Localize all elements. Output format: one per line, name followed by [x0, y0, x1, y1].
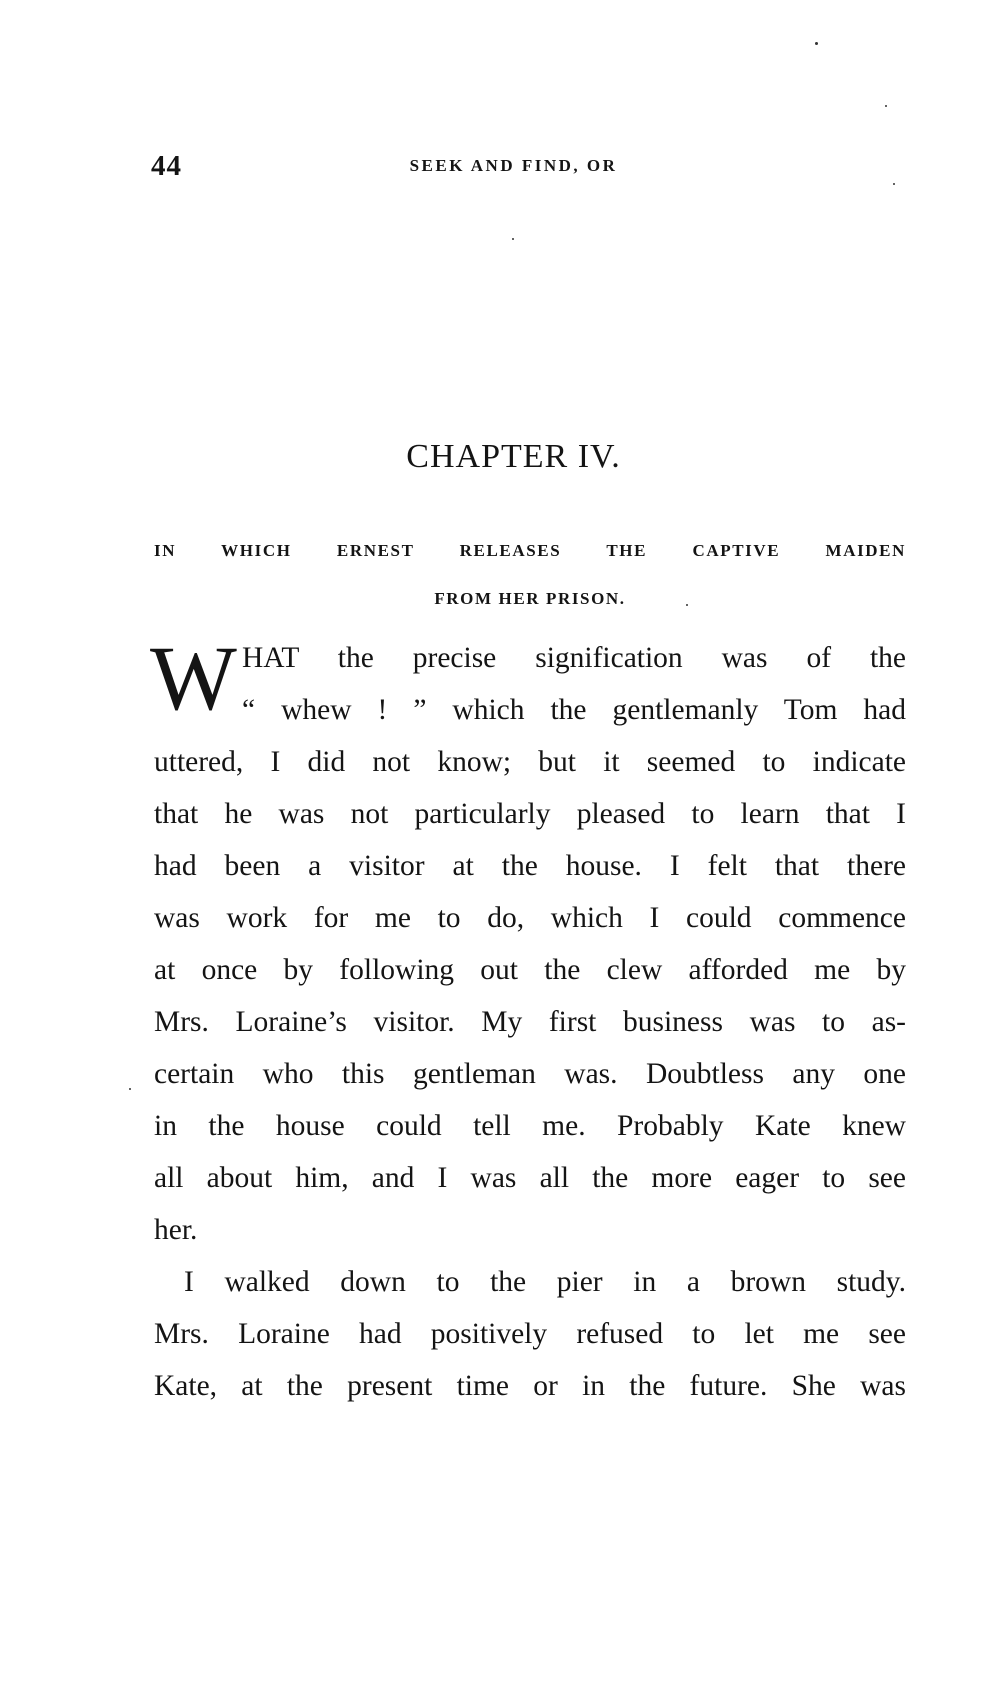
chapter-title: CHAPTER IV. [406, 438, 621, 475]
text-line: certain who this gentleman was. Doubtless any one [154, 1058, 906, 1090]
paragraph-2 [154, 1256, 906, 1412]
text-line: Kate, at the present time or in the future. She was [154, 1370, 906, 1402]
scan-speck [512, 238, 514, 240]
scan-speck [686, 604, 688, 606]
page-number: 44 [151, 150, 182, 182]
chapter-subtitle-line: FROM HER PRISON. [434, 589, 626, 608]
text-line: HAT the precise signification was of the [242, 642, 906, 674]
text-line: Mrs. Loraine’s visitor. My first business was to as- [154, 1006, 906, 1038]
running-title: SEEK AND FIND, OR [409, 156, 618, 175]
scan-speck [885, 105, 887, 107]
drop-cap: W [150, 627, 237, 729]
text-line: “ whew ! ” which the gentlemanly Tom had [242, 694, 906, 726]
text-line: uttered, I did not know; but it seemed to indicate [154, 746, 906, 778]
text-line: I walked down to the pier in a brown study. [184, 1266, 906, 1298]
text-line: her. [154, 1214, 198, 1246]
text-line: at once by following out the clew afforded me by [154, 954, 906, 986]
opening-paragraph-start [150, 627, 906, 736]
text-line: in the house could tell me. Probably Kate knew [154, 1110, 906, 1142]
text-line: was work for me to do, which I could commence [154, 902, 906, 934]
text-line: all about him, and I was all the more eager to see [154, 1162, 906, 1194]
paragraph-1 [154, 736, 906, 1256]
scan-speck [129, 1088, 131, 1090]
text-line: had been a visitor at the house. I felt that there [154, 850, 906, 882]
body-text [150, 627, 906, 1412]
scan-speck [815, 42, 818, 45]
text-line: Mrs. Loraine had positively refused to let me see [154, 1318, 906, 1350]
text-line: that he was not particularly pleased to learn that I [154, 798, 906, 830]
scan-speck [893, 183, 895, 185]
chapter-subtitle-line: IN WHICH ERNEST RELEASES THE CAPTIVE MAIDEN [154, 541, 906, 560]
chapter-subtitle [154, 527, 906, 623]
